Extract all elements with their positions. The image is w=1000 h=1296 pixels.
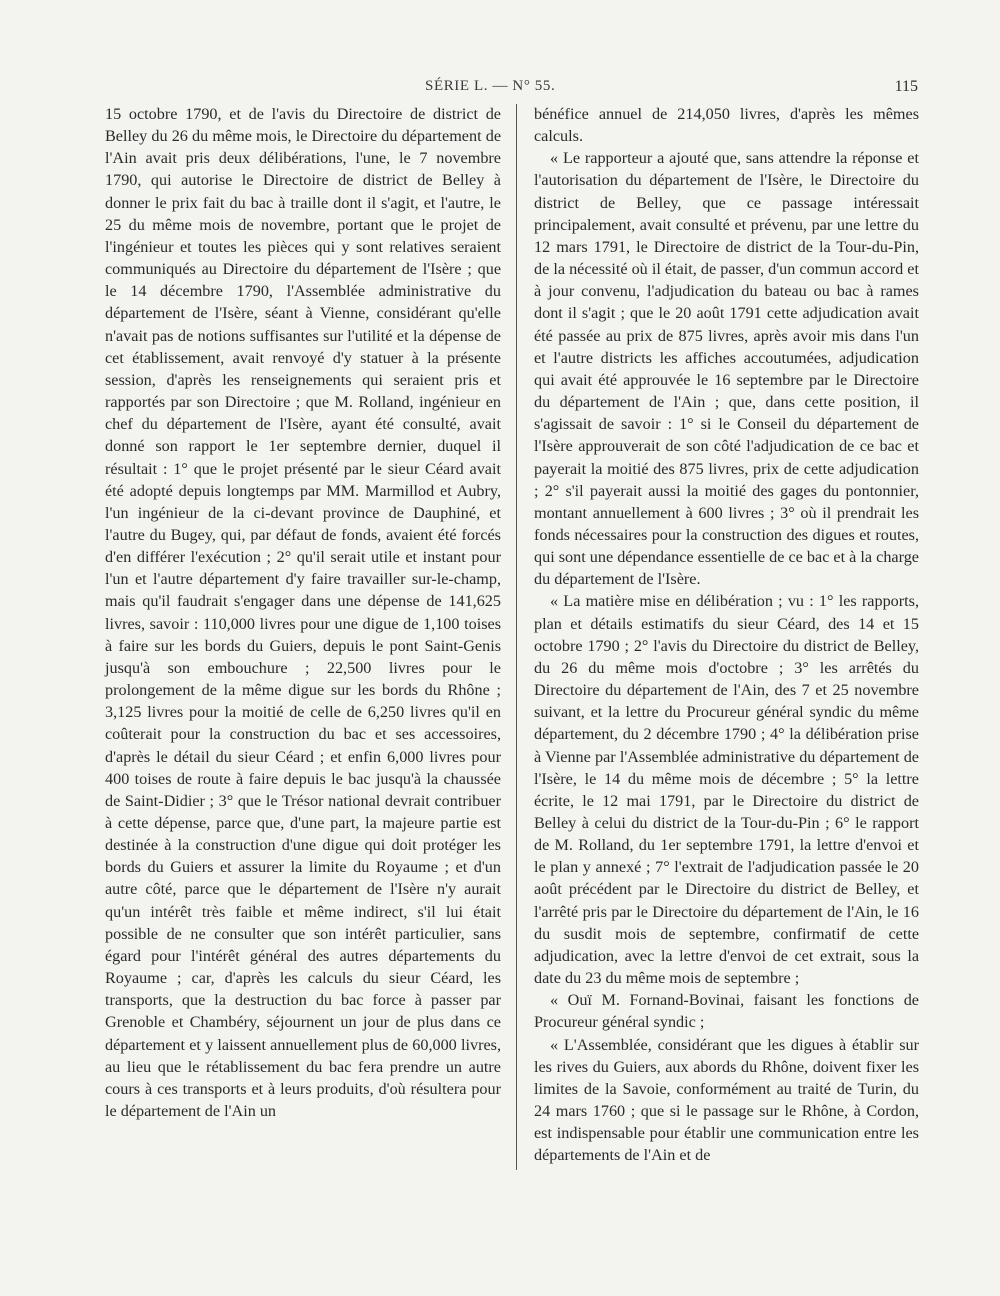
paragraph: « L'Assemblée, considérant que les digues à établir sur les rives du Guiers, aux abords du Rhône, doivent fixer les limites de la Savoie, conformément au traité de Turin, du 24 mars 1760 ; que si le passage sur le Rhône, à Cordon, est indispensable pour établir une communication entre les départements de l'Ain et de xyxy=(534,1035,919,1165)
series-heading: SÉRIE L. — N° 55. xyxy=(425,78,556,94)
paragraph: « Le rapporteur a ajouté que, sans attendre la réponse et l'autorisation du département de l'Isère, le Directoire du district de Belley, que ce passage intéressait principalement, avait consulté et prévenu, par une lettre du 12 mars 1791, le Directoire de district de la Tour-du-Pin, de la nécessité où il était, de passer, d'un commun accord et à jour convenu, l'adjudication du bateau ou bac à rames dont il s'agit ; que le 20 août 1791 cette adjudication avait été passée au prix de 875 livres, après avoir mis dans l'un et l'autre districts les affiches accoutumées, adjudication qui avait été approuvée le 16 septembre par le Directoire du département de l'Ain ; que, dans cette position, il s'agissait de savoir : 1° si le Conseil du département de l'Isère approuverait de son côté l'adjudication de ce bac et payerait la moitié des 875 livres, prix de cette adjudication ; 2° s'il payerait aussi la moitié des gages du pontonnier, montant annuellement à 600 livres ; 3° où il prendrait les fonds nécessaires pour la construction des digues et routes, qui sont une dépendance essentielle de ce bac et à la charge du département de l'Isère. xyxy=(534,149,919,589)
page-number: 115 xyxy=(894,78,918,95)
right-column xyxy=(534,103,919,1167)
paragraph: 15 octobre 1790, et de l'avis du Directoire de district de Belley du 26 du même mois, le Directoire du département de l'Ain avait pris deux délibérations, l'une, le 7 novembre 1790, qui autorise le Directoire de district de Belley à donner le prix fait du bac à traille dont il s'agit, et l'autre, le 25 du même mois de novembre, portant que le projet de l'ingénieur et toutes les pièces qui y sont relatives seraient communiqués au Directoire du département de l'Isère ; que le 14 décembre 1790, l'Assemblée administrative du département de l'Isère, séant à Vienne, considérant qu'elle n'avait pas de notions suffisantes sur l'utilité et la dépense de cet établissement, avait renvoyé d'y statuer à la présente session, d'après les renseignements qui seraient pris et rapportés par son Directoire ; que M. Rolland, ingénieur en chef du département de l'Isère, ayant été consulté, avait donné son rapport le 1er septembre dernier, duquel il résultait : 1° que le projet présenté par le sieur Céard avait été adopté depuis longtemps par MM. Marmillod et Aubry, l'un ingénieur de la ci-devant province de Dauphiné, et l'autre du Bugey, qui, par défaut de fonds, avaient été forcés d'en différer l'exécution ; 2° qu'il serait utile et instant pour l'un et l'autre département d'y faire travailler sur-le-champ, mais qu'il faudrait s'engager dans une dépense de 141,625 livres, savoir : 110,000 livres pour une digue de 1,100 toises à faire sur les bords du Guiers, depuis le pont Saint-Genis jusqu'à son embouchure ; 22,500 livres pour le prolongement de la même digue sur les bords du Rhône ; 3,125 livres pour la moitié de celle de 6,250 livres qu'il en coûterait pour la construction du bac et ses accessoires, d'après le détail du sieur Céard ; et enfin 6,000 livres pour 400 toises de route à faire depuis le bac jusqu'à la chaussée de Saint-Didier ; 3° que le Trésor national devrait contribuer à cette dépense, parce que, d'une part, la majeure partie est destinée à la construction d'une digue qui doit protéger les bords du Guiers et assurer la limite du Royaume ; et d'un autre côté, parce que le département de l'Isère n'y aurait qu'un intérêt très faible et même indirect, s'il lui était possible de ne consulter que son intérêt particulier, sans égard pour l'intérêt général des autres départements du Royaume ; car, d'après les calculs du sieur Céard, les transports, que la destruction du bac force à passer par Grenoble et Chambéry, séjournent un jour de plus dans ce département et y laissent annuellement plus de 60,000 livres, au lieu que le rétablissement du bac fera prendre un autre cours à ces transports et à leurs produits, d'où résultera pour le département de l'Ain un xyxy=(105,105,501,1121)
page-header xyxy=(0,78,1000,100)
left-column xyxy=(105,103,501,1122)
column-divider xyxy=(516,104,517,1170)
paragraph: « La matière mise en délibération ; vu : 1° les rapports, plan et détails estimatifs du sieur Céard, des 14 et 15 octobre 1790 ; 2° l'avis du Directoire du district de Belley, du 26 du même mois d'octobre ; 3° les arrêtés du Directoire du département de l'Ain, des 7 et 25 novembre suivant, et la lettre du Procureur général syndic du même département, du 2 décembre 1790 ; 4° la délibération prise à Vienne par l'Assemblée administrative du département de l'Isère, le 14 du même mois de décembre ; 5° la lettre écrite, le 12 mai 1791, par le Directoire du district de Belley à celui du district de la Tour-du-Pin ; 6° le rapport de M. Rolland, du 1er septembre 1791, la lettre d'envoi et le plan y annexé ; 7° l'extrait de l'adjudication passée le 20 août précédent par le Directoire du district de Belley, et l'arrêté pris par le Directoire du département de l'Ain, le 16 du susdit mois de septembre, confirmatif de cette adjudication, avec la lettre d'envoi de cet extrait, sous la date du 23 du même mois de septembre ; xyxy=(534,592,919,988)
paragraph: bénéfice annuel de 214,050 livres, d'après les mêmes calculs. xyxy=(534,105,919,146)
paragraph: « Ouï M. Fornand-Bovinai, faisant les fonctions de Procureur général syndic ; xyxy=(534,991,919,1032)
